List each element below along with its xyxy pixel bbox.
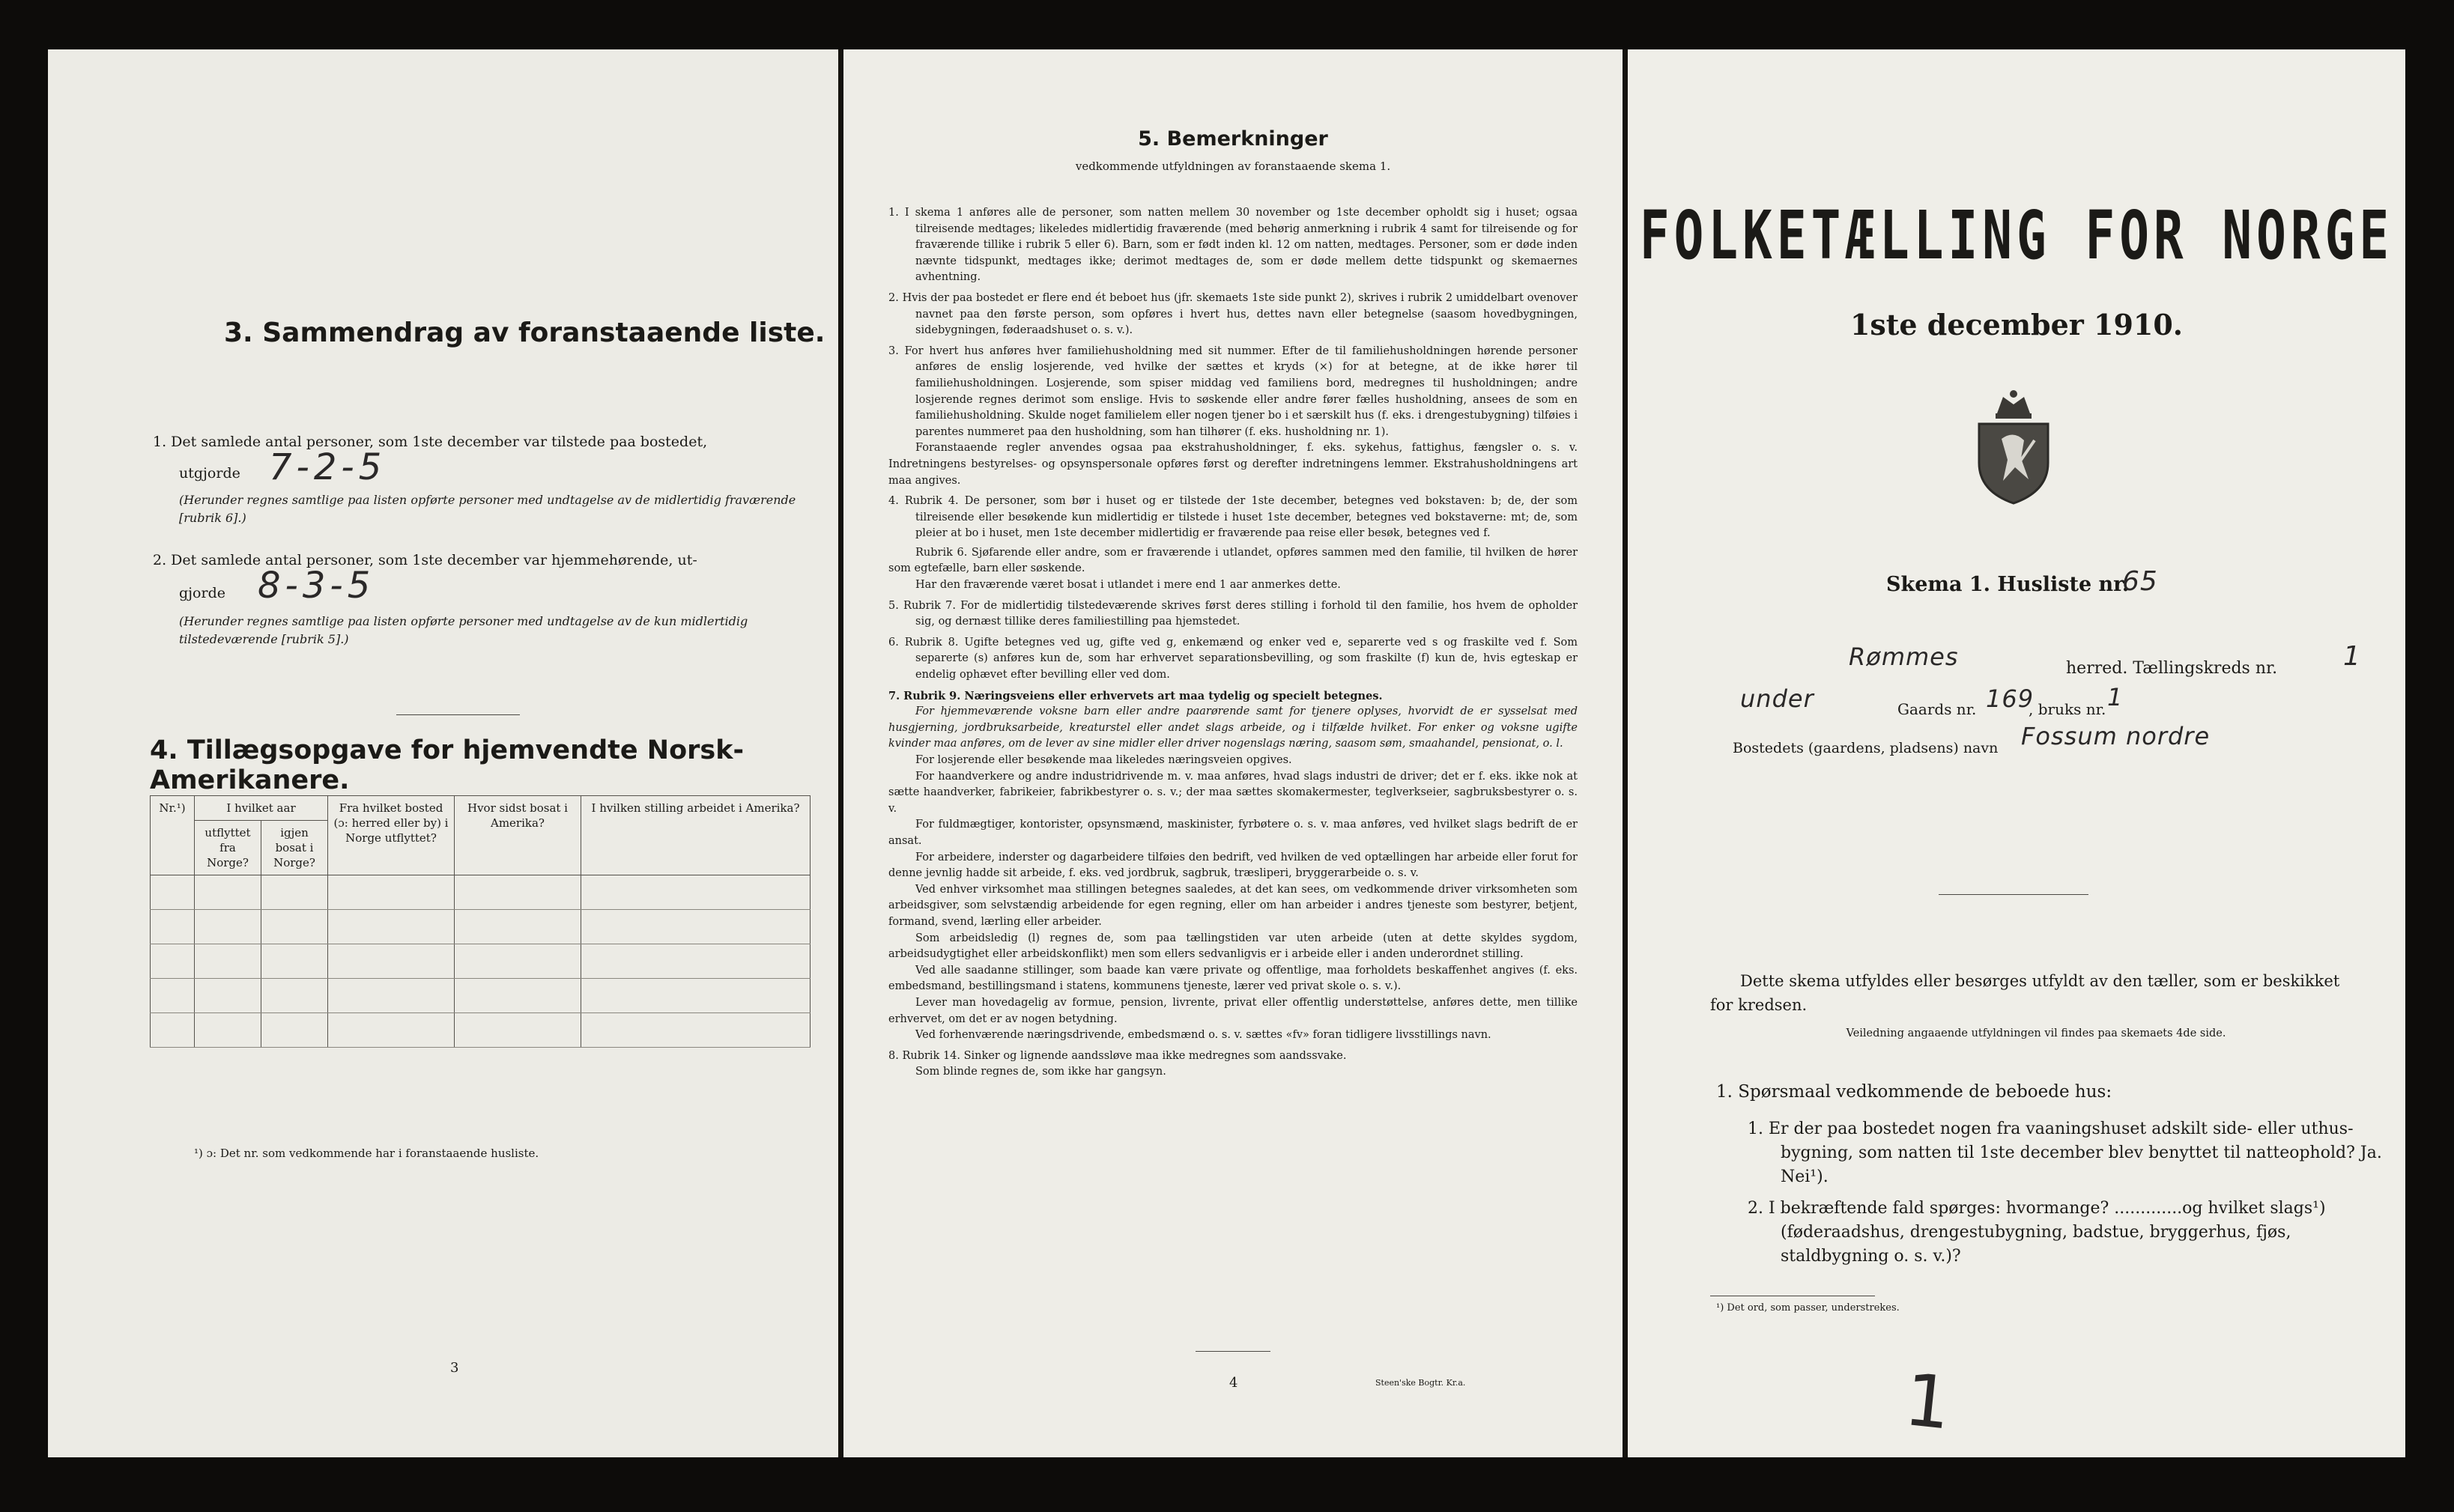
remark-7c: For haandverkere og andre industridrivende m. v. maa anføres, hvad slags industri de driver; det er f. eks. ikke nok at sætte haandverker, fabrikeier, fabrikbestyrer o. s. v.; der maa sættes skomakermester, teglverkseier, sagbruksbestyrer o. s. v.	[888, 770, 1578, 815]
norsk-amerikanere-table	[150, 795, 811, 1048]
bruks-label: , bruks nr.	[2029, 700, 2106, 718]
remark-7: 7. Rubrik 9. Næringsveiens eller erhvervets art maa tydelig og specielt betegnes.	[888, 689, 1383, 702]
remark-8b: Som blinde regnes de, som ikke har gangsyn.	[915, 1066, 1166, 1078]
col-fra: Fra hvilket bosted (ɔ: herred eller by) i Norge utflyttet?	[328, 796, 455, 875]
col-group: I hvilket aar	[195, 796, 328, 821]
remark-7e: For arbeidere, inderster og dagarbeidere tilføies den bedrift, ved hvilken de ved optællingen har arbeide eller forut for denne jevnlig hadde sit arbeide, f. eks. ved jordbruk, sagbruk, træsliperi, bryggerarbeide o. s. v.	[888, 851, 1578, 880]
question-heading: 1. Spørsmaal vedkommende de beboede hus:	[1716, 1082, 2112, 1102]
item1-value: 7-2-5	[269, 446, 387, 488]
item1-text: 1. Det samlede antal personer, som 1ste december var tilstede paa bostedet,	[153, 434, 708, 450]
remark-6: 6. Rubrik 8. Ugifte betegnes ved ug, gifte ved g, enkemænd og enker ved e, separerte ved s og fraskilte ved f. Som separerte (s) anføres kun de, som har erhvervet separationsbevilling, og som fraskilte (f) kun de, hvis egteskap er endelig ophævet efter bevilling eller ved dom.	[888, 636, 1578, 681]
remark-4b: Rubrik 6. Sjøfarende eller andre, som er fraværende i utlandet, opføres sammen med den familie, til hvilken de hører som egtefælle, barn eller søskende.	[888, 546, 1578, 575]
page-number: 4	[1229, 1375, 1238, 1391]
divider	[1939, 894, 2088, 895]
section3-title: 3. Sammendrag av foranstaaende liste.	[224, 318, 825, 348]
question-1: 1. Er der paa bostedet nogen fra vaaningshuset adskilt side- eller uthus-bygning, som natten til 1ste december blev benyttet til natteophold? Ja. Nei¹).	[1748, 1120, 2382, 1186]
remark-7i: Lever man hovedagelig av formue, pension, livrente, privat eller offentlig understøttelse, anføres dette, men tillike erhvervet, om det er av nogen betydning.	[888, 996, 1578, 1025]
table-row	[151, 944, 811, 979]
remarks-subtitle: vedkommende utfyldningen av foranstaaende skema 1.	[1075, 160, 1391, 173]
under-value: under	[1740, 684, 1814, 713]
remark-3: 3. For hvert hus anføres hver familiehusholdning med sit nummer. Efter de til familiehusholdningen hørende personer anføres de enslig losjerende, ved hvilke der sættes et kryds (×) for at betegne, at de ikke hører til familiehusholdningen. Losjerende, som spiser middag ved familiens bord, medregnes til husholdningen; andre losjerende regnes derimot som enslige. Hvis to søskende eller andre fører fælles husholdning, ansees de som en familiehusholdning. Skulde noget familielem eller nogen tjener bo i et særskilt hus (f. eks. i drengestubygning) tilføies i parentes nummeret paa den husholdning, som han tilhører (f. eks. husholdning nr. 1).	[888, 344, 1578, 438]
coat-of-arms-icon	[1969, 386, 2058, 506]
remark-7b: For losjerende eller besøkende maa likeledes næringsveien opgives.	[915, 754, 1292, 766]
right-page	[1628, 49, 2405, 1457]
page-number: 3	[450, 1360, 459, 1376]
item2-value: 8-3-5	[258, 565, 375, 607]
herred-value: Rømmes	[1849, 643, 1959, 671]
bosted-label: Bostedets (gaardens, pladsens) navn	[1733, 740, 1999, 756]
remark-5: 5. Rubrik 7. For de midlertidig tilstedeværende skrives først deres stilling i forhold til den familie, hos hvem de opholder sig, og dernæst tillike deres familiestilling paa hjemstedet.	[888, 599, 1578, 628]
remark-2: 2. Hvis der paa bostedet er flere end ét beboet hus (jfr. skemaets 1ste side punkt 2), skrives i rubrik 2 umiddelbart ovenover navnet paa den første person, som opføres i hvert hus, dettes navn eller betegnelse (saasom hovedbygningen, sidebygningen, føderaadshuset o. s. v.).	[888, 291, 1578, 337]
husliste-number: 65	[2122, 566, 2158, 597]
herred-label: herred. Tællingskreds nr.	[2066, 659, 2278, 678]
skema-label: Skema 1. Husliste nr.	[1886, 573, 2130, 596]
intro-text: Dette skema utfyldes eller besørges utfyldt av den tæller, som er beskikket for kredsen.	[1710, 972, 2340, 1014]
remark-7a: For hjemmeværende voksne barn eller andre paarørende samt for tjenere oplyses, hvorvidt de er sysselsat med husgjerning, jordbruksarbeide, kreaturstel eller andet slags arbeide, og i tilfælde hvilket. For enker og voksne ugifte kvinder maa anføres, om de lever av sine midler eller driver nogenslags næring, saasom søm, smaahandel, pensionat, o. l.	[888, 705, 1578, 750]
question-2: 2. I bekræftende fald spørges: hvormange? .............og hvilket slags¹) (føderaadshus, drengestubygning, badstue, bryggerhus, fjøs, staldbygning o. s. v.)?	[1748, 1199, 2326, 1266]
col-nr: Nr.¹)	[151, 796, 195, 875]
remark-8: 8. Rubrik 14. Sinker og lignende aandssløve maa ikke medregnes som aandssvake.	[888, 1049, 1347, 1062]
page-mark: 1	[1900, 1357, 1960, 1447]
remark-7d: For fuldmægtiger, kontorister, opsynsmænd, maskinister, fyrbøtere o. s. v. maa anføres, ved hvilket slags bedrift de er ansat.	[888, 819, 1578, 847]
gaards-value: 169	[1986, 684, 2035, 713]
kreds-value: 1	[2343, 641, 2365, 672]
bosted-value: Fossum nordre	[2021, 722, 2211, 750]
left-page	[48, 49, 838, 1457]
item2-prefix: gjorde	[179, 585, 225, 601]
item1-prefix: utgjorde	[179, 465, 240, 482]
table-row	[151, 910, 811, 944]
footnote: ¹) Det ord, som passer, understrekes.	[1716, 1302, 1900, 1314]
guidance-text: Veiledning angaaende utfyldningen vil findes paa skemaets 4de side.	[1846, 1027, 2226, 1039]
divider	[396, 714, 520, 715]
table-row	[151, 979, 811, 1013]
remarks-title: 5. Bemerkninger	[1138, 127, 1328, 151]
col-utflyttet: utflyttet fra Norge?	[195, 821, 261, 875]
remark-7g: Som arbeidsledig (l) regnes de, som paa tællingstiden var uten arbeide (uten at dette skyldes sygdom, arbeidsudygtighet eller arbeidskonflikt) men som ellers sedvanligvis er i arbeide eller i anden underordnet stilling.	[888, 932, 1578, 961]
col-hvor: Hvor sidst bosat i Amerika?	[455, 796, 581, 875]
bruks-value: 1	[2107, 683, 2127, 711]
remark-7f: Ved enhver virksomhet maa stillingen betegnes saaledes, at det kan sees, om vedkommende driver virksomheten som arbeidsgiver, som selvstændig arbeidende for egen regning, eller om han arbeider i andres tjeneste som bestyrer, betjent, formand, svend, lærling eller arbeider.	[888, 883, 1578, 928]
census-title: FOLKETÆLLING FOR NORGE	[1639, 196, 2394, 275]
remark-3b: Foranstaaende regler anvendes ogsaa paa ekstrahusholdninger, f. eks. sykehus, fattighus, fængsler o. s. v. Indretningens bestyrelses- og opsynspersonale opføres først og derefter indretningens lemmer. Ekstrahusholdningens art maa angives.	[888, 442, 1578, 487]
section4-title: 4. Tillægsopgave for hjemvendte Norsk-Amerikanere.	[150, 735, 745, 795]
remark-1: 1. I skema 1 anføres alle de personer, som natten mellem 30 november og 1ste december opholdt sig i huset; ogsaa tilreisende medtages; likeledes midlertidig fraværende (med behørig anmerkning i rubrik 4 samt for tilreisende og for fraværende tillike i rubrik 5 eller 6). Barn, som er født inden kl. 12 om natten, medtages. Personer, som er døde inden nævnte tidspunkt, medtages ikke; derimot medtages de, som er døde mellem dette tidspunkt og skemaernes avhentning.	[888, 207, 1578, 284]
remark-4: 4. Rubrik 4. De personer, som bør i huset og er tilstede der 1ste december, betegnes ved bokstaven: b; de, der som tilreisende eller besøkende kun midlertidig er tilstede i huset 1ste december, betegnes ved bokstaverne: mt; de, som pleier at bo i huset, men 1ste december midlertidig er fraværende paa reise eller besøk, betegnes ved f.	[888, 495, 1578, 540]
remark-7h: Ved alle saadanne stillinger, som baade kan være private og offentlige, maa forholdets beskaffenhet angives (f. eks. embedsmand, bestillingsmand i statens, kommunens tjeneste, lærer ved privat skole o. s. v.).	[888, 964, 1578, 993]
item2-note: (Herunder regnes samtlige paa listen opførte personer med undtagelse av de kun midlertidig tilstedeværende [rubrik 5].)	[179, 614, 748, 646]
remark-7j: Ved forhenværende næringsdrivende, embedsmænd o. s. v. sættes «fv» foran tidligere livsstillings navn.	[915, 1029, 1491, 1042]
table-row	[151, 1013, 811, 1048]
col-stilling: I hvilken stilling arbeidet i Amerika?	[581, 796, 811, 875]
table-row	[151, 875, 811, 910]
item2-text: 2. Det samlede antal personer, som 1ste december var hjemmehørende, ut-	[153, 552, 697, 568]
middle-page	[843, 49, 1623, 1457]
printer-mark: Steen'ske Bogtr. Kr.a.	[1375, 1378, 1466, 1388]
remark-4c: Har den fraværende været bosat i utlandet i mere end 1 aar anmerkes dette.	[915, 579, 1341, 592]
table-footnote: ¹) ɔ: Det nr. som vedkommende har i foranstaaende husliste.	[194, 1147, 539, 1160]
census-date: 1ste december 1910.	[1849, 308, 2184, 341]
gaards-label: Gaards nr.	[1897, 700, 1977, 718]
divider	[1196, 1351, 1270, 1352]
col-igjen: igjen bosat i Norge?	[261, 821, 328, 875]
remarks-body	[888, 205, 1578, 1081]
item1-note: (Herunder regnes samtlige paa listen opførte personer med undtagelse av de midlertidig fraværende [rubrik 6].)	[179, 493, 796, 525]
